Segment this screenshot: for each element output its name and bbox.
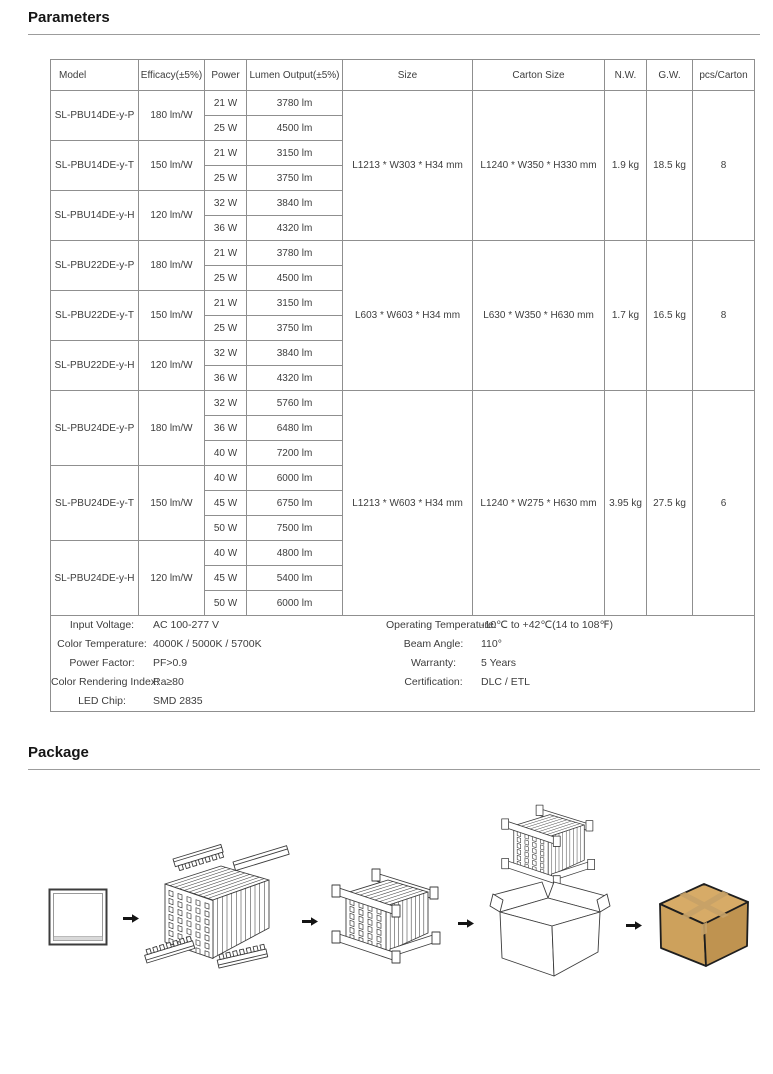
- spec-label: Input Voltage:: [69, 619, 135, 631]
- panel-stack-exploded-illustration: [143, 832, 293, 974]
- size-cell: L1213 * W303 * H34 mm: [343, 91, 473, 241]
- efficacy-cell: 150 lm/W: [139, 291, 205, 341]
- lumen-output-cell: 6480 lm: [247, 416, 343, 441]
- right-arrow-icon: [123, 911, 139, 929]
- power-cell: 45 W: [205, 491, 247, 516]
- spec-column-left: [51, 616, 386, 711]
- model-cell: SL-PBU22DE-y-P: [51, 241, 139, 291]
- lumen-output-cell: 3840 lm: [247, 341, 343, 366]
- gross-weight-cell: 18.5 kg: [647, 91, 693, 241]
- power-cell: 40 W: [205, 441, 247, 466]
- spec-row: [386, 616, 754, 635]
- spec-value: 5 Years: [481, 657, 517, 669]
- power-cell: 50 W: [205, 591, 247, 616]
- spec-row: [51, 673, 386, 692]
- model-cell: SL-PBU24DE-y-H: [51, 541, 139, 616]
- spec-value: Ra≥80: [153, 676, 184, 688]
- gross-weight-cell: 16.5 kg: [647, 241, 693, 391]
- package-steps-canvas: [28, 770, 760, 1056]
- lumen-output-cell: 4500 lm: [247, 266, 343, 291]
- spec-column-right: [386, 616, 754, 711]
- gross-weight-cell: 27.5 kg: [647, 391, 693, 616]
- spec-value: -10℃ to +42℃(14 to 108℉): [481, 619, 613, 631]
- spec-row: [386, 635, 754, 654]
- column-header-4: Size: [343, 60, 473, 91]
- power-cell: 25 W: [205, 266, 247, 291]
- carton-size-cell: L1240 * W275 * H630 mm: [473, 391, 605, 616]
- power-cell: 40 W: [205, 541, 247, 566]
- stack-above-open-carton-illustration: [488, 800, 614, 1005]
- efficacy-cell: 180 lm/W: [139, 391, 205, 466]
- package-section: [0, 744, 773, 1056]
- panel-stack-protected-illustration: [330, 863, 444, 965]
- efficacy-cell: 150 lm/W: [139, 141, 205, 191]
- lumen-output-cell: 7200 lm: [247, 441, 343, 466]
- efficacy-cell: 180 lm/W: [139, 91, 205, 141]
- lumen-output-cell: 4320 lm: [247, 366, 343, 391]
- spec-row: [51, 616, 386, 635]
- column-header-2: Power: [205, 60, 247, 91]
- lumen-output-cell: 5400 lm: [247, 566, 343, 591]
- efficacy-cell: 180 lm/W: [139, 241, 205, 291]
- power-cell: 32 W: [205, 191, 247, 216]
- spec-label: Color Temperature:: [57, 638, 147, 650]
- lumen-output-cell: 3780 lm: [247, 241, 343, 266]
- lumen-output-cell: 3840 lm: [247, 191, 343, 216]
- power-cell: 50 W: [205, 516, 247, 541]
- lumen-output-cell: 3750 lm: [247, 166, 343, 191]
- lumen-output-cell: 4800 lm: [247, 541, 343, 566]
- spec-label: Operating Temperature:: [386, 619, 497, 631]
- spec-label: Warranty:: [410, 657, 457, 669]
- column-header-7: G.W.: [647, 60, 693, 91]
- column-header-3: Lumen Output(±5%): [247, 60, 343, 91]
- right-arrow-icon: [302, 914, 318, 932]
- spec-label: Power Factor:: [69, 657, 135, 669]
- lumen-output-cell: 3150 lm: [247, 141, 343, 166]
- net-weight-cell: 3.95 kg: [605, 391, 647, 616]
- spec-row: [386, 673, 754, 692]
- package-step-exploded-stack: [143, 832, 293, 979]
- lumen-output-cell: 6000 lm: [247, 591, 343, 616]
- parameters-divider: [28, 34, 760, 35]
- power-cell: 36 W: [205, 216, 247, 241]
- package-title: Package: [28, 744, 89, 761]
- column-header-5: Carton Size: [473, 60, 605, 91]
- power-cell: 21 W: [205, 91, 247, 116]
- power-cell: 25 W: [205, 116, 247, 141]
- power-cell: 32 W: [205, 391, 247, 416]
- column-header-8: pcs/Carton: [693, 60, 755, 91]
- model-cell: SL-PBU14DE-y-H: [51, 191, 139, 241]
- power-cell: 45 W: [205, 566, 247, 591]
- model-cell: SL-PBU22DE-y-H: [51, 341, 139, 391]
- column-header-1: Efficacy(±5%): [139, 60, 205, 91]
- power-cell: 32 W: [205, 341, 247, 366]
- size-cell: L1213 * W603 * H34 mm: [343, 391, 473, 616]
- specs-footer-cell: [51, 616, 755, 712]
- lumen-output-cell: 5760 lm: [247, 391, 343, 416]
- size-cell: L603 * W603 * H34 mm: [343, 241, 473, 391]
- model-cell: SL-PBU24DE-y-P: [51, 391, 139, 466]
- pcs-per-carton-cell: 6: [693, 391, 755, 616]
- parameters-title: Parameters: [28, 9, 110, 26]
- power-cell: 21 W: [205, 141, 247, 166]
- power-cell: 25 W: [205, 166, 247, 191]
- spec-row: [51, 692, 386, 711]
- spec-value: PF>0.9: [153, 657, 188, 669]
- spec-label: Certification:: [404, 676, 463, 688]
- power-cell: 21 W: [205, 291, 247, 316]
- table-row: [51, 241, 755, 266]
- efficacy-cell: 120 lm/W: [139, 541, 205, 616]
- efficacy-cell: 120 lm/W: [139, 191, 205, 241]
- lumen-output-cell: 7500 lm: [247, 516, 343, 541]
- power-cell: 21 W: [205, 241, 247, 266]
- table-footer-row: [51, 616, 755, 712]
- efficacy-cell: 150 lm/W: [139, 466, 205, 541]
- parameters-table: [50, 59, 755, 712]
- power-cell: 25 W: [205, 316, 247, 341]
- pcs-per-carton-cell: 8: [693, 241, 755, 391]
- model-cell: SL-PBU22DE-y-T: [51, 291, 139, 341]
- table-header-row: [51, 60, 755, 91]
- power-cell: 36 W: [205, 416, 247, 441]
- net-weight-cell: 1.7 kg: [605, 241, 647, 391]
- package-step-panel: [48, 888, 108, 951]
- lumen-output-cell: 4500 lm: [247, 116, 343, 141]
- spec-label: Beam Angle:: [403, 638, 464, 650]
- spec-row: [51, 654, 386, 673]
- model-cell: SL-PBU24DE-y-T: [51, 466, 139, 541]
- spec-label: LED Chip:: [78, 695, 126, 707]
- package-step-sealed-box: [652, 874, 752, 973]
- model-cell: SL-PBU14DE-y-P: [51, 91, 139, 141]
- carton-size-cell: L1240 * W350 * H330 mm: [473, 91, 605, 241]
- spec-value: AC 100-277 V: [153, 619, 219, 631]
- right-arrow-icon: [458, 916, 474, 934]
- lumen-output-cell: 6750 lm: [247, 491, 343, 516]
- power-cell: 40 W: [205, 466, 247, 491]
- package-step-open-carton: [488, 800, 614, 1010]
- spec-row: [386, 654, 754, 673]
- lumen-output-cell: 3750 lm: [247, 316, 343, 341]
- net-weight-cell: 1.9 kg: [605, 91, 647, 241]
- package-step-protected-stack: [330, 863, 444, 970]
- table-row: [51, 91, 755, 116]
- column-header-0: Model: [51, 60, 139, 91]
- lumen-output-cell: 6000 lm: [247, 466, 343, 491]
- pcs-per-carton-cell: 8: [693, 91, 755, 241]
- spec-value: DLC / ETL: [481, 676, 531, 688]
- spec-value: SMD 2835: [153, 695, 203, 707]
- table-row: [51, 391, 755, 416]
- spec-row: [51, 635, 386, 654]
- sealed-carton-box-illustration: [652, 874, 752, 968]
- spec-label: Color Rendering Index:: [51, 676, 159, 688]
- spec-value: 110°: [481, 638, 502, 650]
- spec-value: 4000K / 5000K / 5700K: [153, 638, 262, 650]
- carton-size-cell: L630 * W350 * H630 mm: [473, 241, 605, 391]
- power-cell: 36 W: [205, 366, 247, 391]
- led-panel-illustration: [48, 888, 108, 946]
- right-arrow-icon: [626, 918, 642, 936]
- lumen-output-cell: 4320 lm: [247, 216, 343, 241]
- lumen-output-cell: 3150 lm: [247, 291, 343, 316]
- model-cell: SL-PBU14DE-y-T: [51, 141, 139, 191]
- column-header-6: N.W.: [605, 60, 647, 91]
- efficacy-cell: 120 lm/W: [139, 341, 205, 391]
- lumen-output-cell: 3780 lm: [247, 91, 343, 116]
